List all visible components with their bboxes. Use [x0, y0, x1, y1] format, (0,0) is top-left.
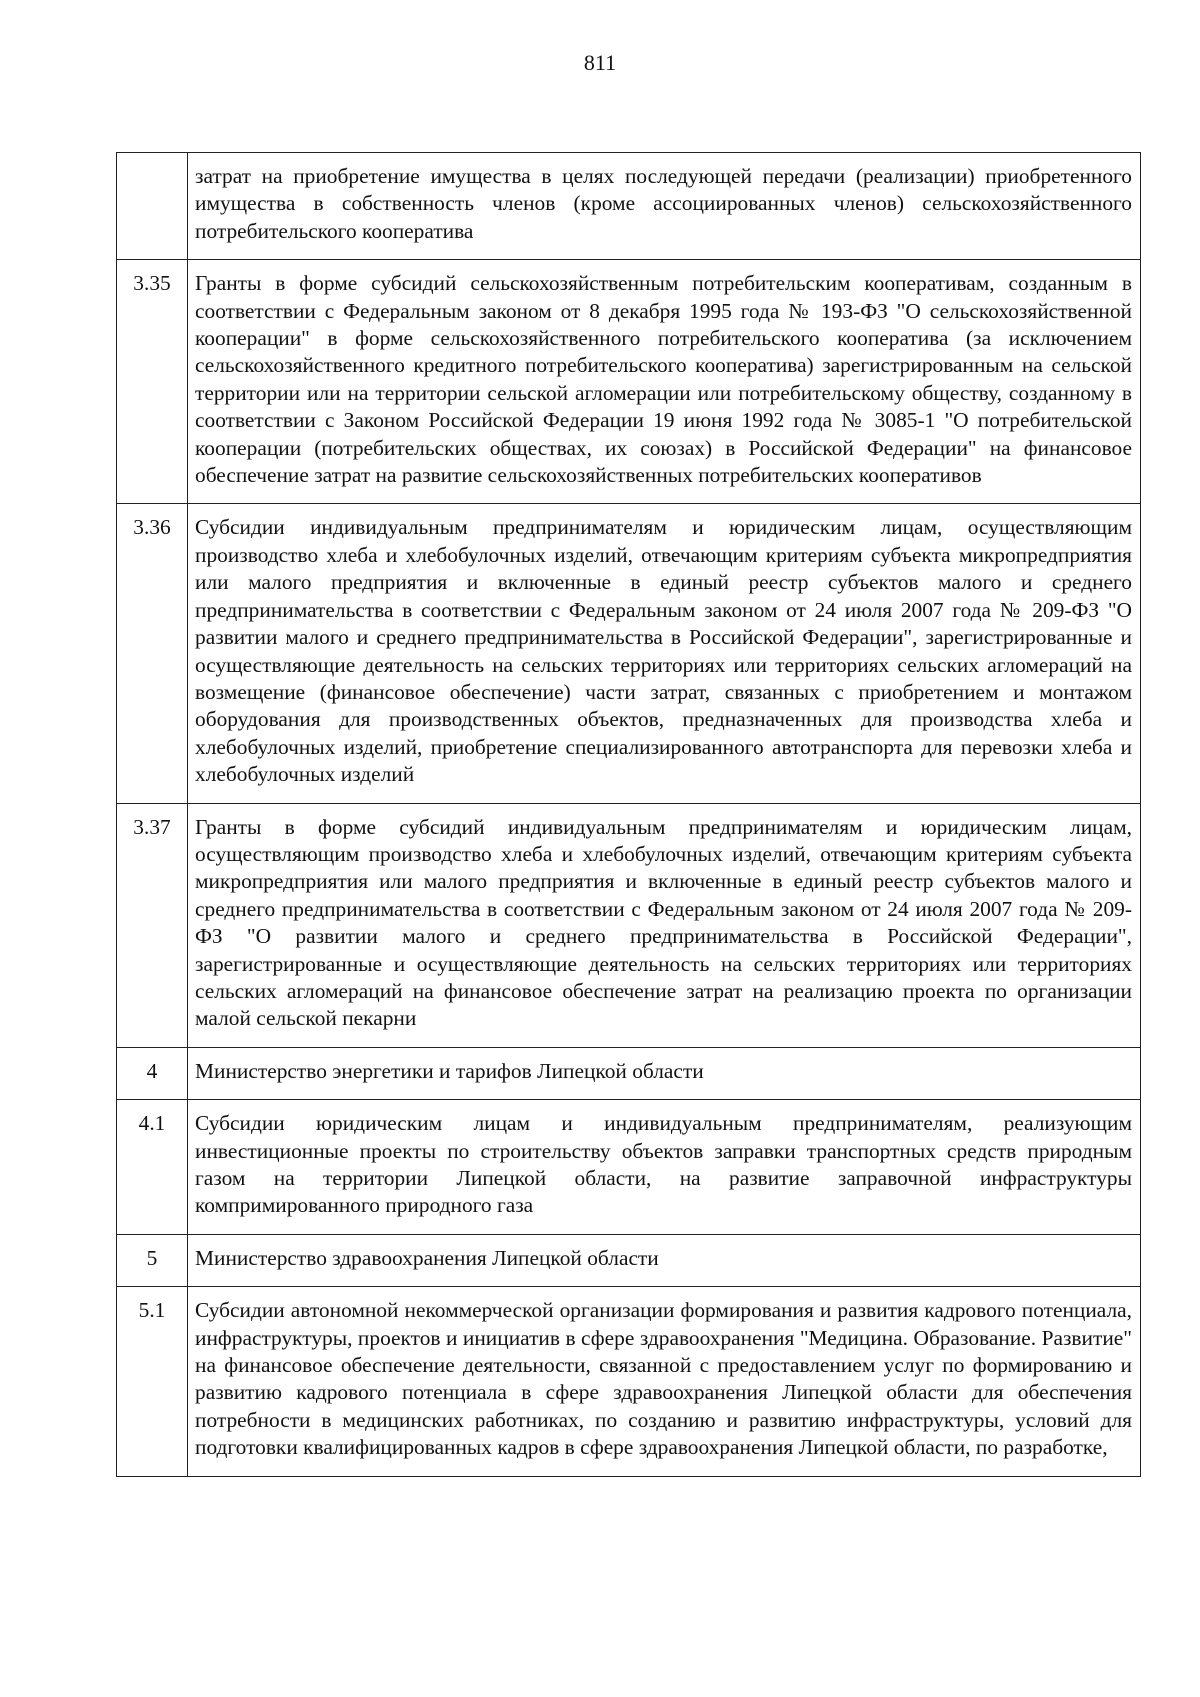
row-text: Гранты в форме субсидий индивидуальным предпринимателям и юридическим лицам, осуществляющим производство хлеба и хлебобулочных изделий, отвечающим критериям субъекта микропредприятия или малого предприятия и включенные в единый реестр субъектов малого и среднего предпринимательства в соответствии с Федеральным законом от 24 июля 2007 года № 209-ФЗ "О развитии малого и среднего предпринимательства в Российской Федерации", зарегистрированные и осуществляющие деятельность на сельских территориях или территориях сельских агломераций на финансовое обеспечение затрат на реализацию проекта по организации малой сельской пекарни: [188, 803, 1141, 1047]
table-row: [117, 1100, 1141, 1235]
row-text: Субсидии юридическим лицам и индивидуальным предпринимателям, реализующим инвестиционные проекты по строительству объектов заправки транспортных средств природным газом на территории Липецкой области, на развитие заправочной инфраструктуры компримированного природного газа: [188, 1100, 1141, 1235]
table-row: [117, 1287, 1141, 1476]
page-number: 811: [583, 50, 617, 75]
row-text: Субсидии индивидуальным предпринимателям и юридическим лицам, осуществляющим производство хлеба и хлебобулочных изделий, отвечающим критериям субъекта микропредприятия или малого предприятия и включенные в единый реестр субъектов малого и среднего предпринимательства в соответствии с Федеральным законом от 24 июля 2007 года № 209-ФЗ "О развитии малого и среднего предпринимательства в Российской Федерации", зарегистрированные и осуществляющие деятельность на сельских территориях или территориях сельских агломераций на возмещение (финансовое обеспечение) части затрат, связанных с приобретением и монтажом оборудования для производственных объектов, предназначенных для производства хлеба и хлебобулочных изделий, приобретение специализированного автотранспорта для перевозки хлеба и хлебобулочных изделий: [188, 504, 1141, 803]
table-row: [117, 260, 1141, 504]
row-text: затрат на приобретение имущества в целях последующей передачи (реализации) приобретенного имущества в собственность членов (кроме ассоциированных членов) сельскохозяйственного потребительского кооператива: [188, 153, 1141, 260]
row-number: 5.1: [117, 1287, 188, 1476]
row-number: 4.1: [117, 1100, 188, 1235]
row-number: 3.37: [117, 803, 188, 1047]
table-row: [117, 1047, 1141, 1099]
table-row: [117, 504, 1141, 803]
row-number: 5: [117, 1234, 188, 1286]
row-number: 4: [117, 1047, 188, 1099]
row-number: [117, 153, 188, 260]
table-row: [117, 1234, 1141, 1286]
row-number: 3.35: [117, 260, 188, 504]
row-text: Субсидии автономной некоммерческой организации формирования и развития кадрового потенциала, инфраструктуры, проектов и инициатив в сфере здравоохранения "Медицина. Образование. Развитие" на финансовое обеспечение деятельности, связанной с предоставлением услуг по формированию и развитию кадрового потенциала в сфере здравоохранения Липецкой области для обеспечения потребности в медицинских работниках, по созданию и развитию инфраструктуры, условий для подготовки квалифицированных кадров в сфере здравоохранения Липецкой области, по разработке,: [188, 1287, 1141, 1476]
table-row: [117, 803, 1141, 1047]
row-text: Министерство здравоохранения Липецкой области: [188, 1234, 1141, 1286]
row-text: Гранты в форме субсидий сельскохозяйственным потребительским кооперативам, созданным в соответствии с Федеральным законом от 8 декабря 1995 года № 193-ФЗ "О сельскохозяйственной кооперации" в форме сельскохозяйственного потребительского кооператива (за исключением сельскохозяйственного кредитного потребительского кооператива) зарегистрированным на сельской территории или на территории сельской агломерации или потребительскому обществу, созданному в соответствии с Законом Российской Федерации 19 июня 1992 года № 3085-1 "О потребительской кооперации (потребительских обществах, их союзах) в Российской Федерации" на финансовое обеспечение затрат на развитие сельскохозяйственных потребительских кооперативов: [188, 260, 1141, 504]
table-row: [117, 153, 1141, 260]
row-number: 3.36: [117, 504, 188, 803]
document-table: [116, 152, 1141, 1477]
row-text: Министерство энергетики и тарифов Липецкой области: [188, 1047, 1141, 1099]
